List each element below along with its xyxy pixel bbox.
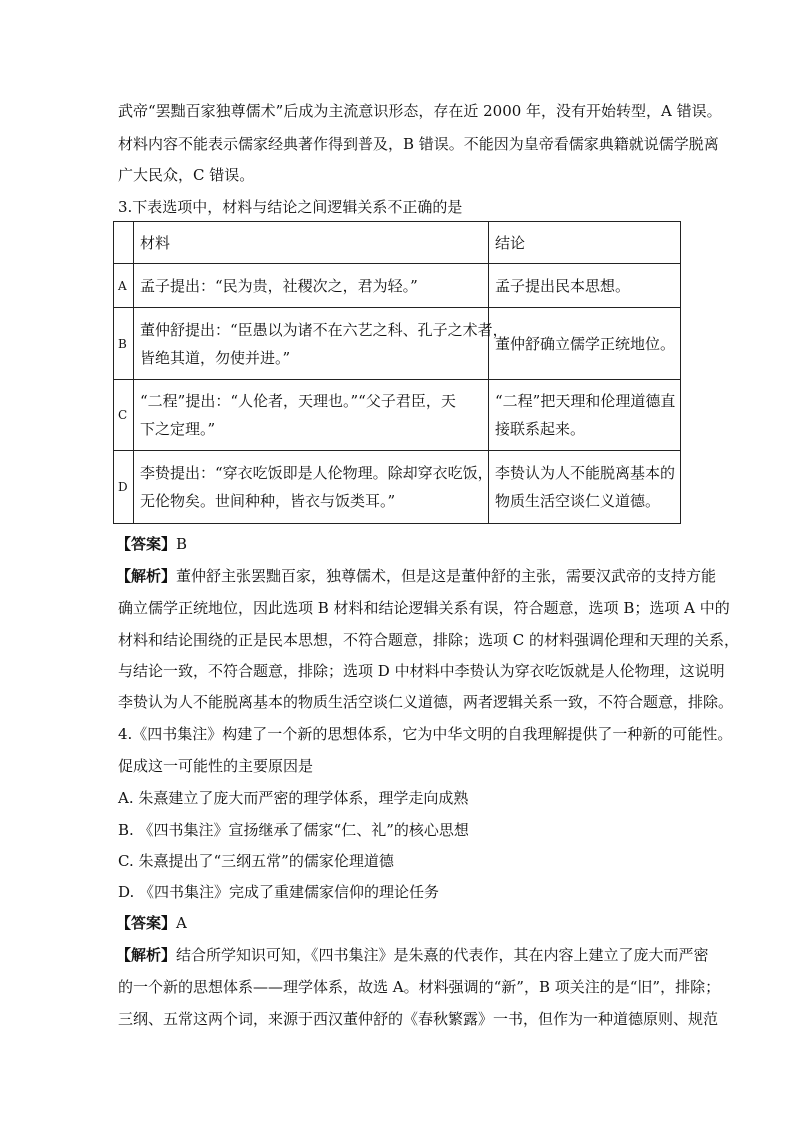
row-material-line: 孟子提出：“民为贵，社稷次之，君为轻。” [140,276,418,295]
row-material-line: 李贽提出：“穿衣吃饭即是人伦物理。除却穿衣吃饭， [140,464,493,482]
answer-label: 【答案】 [116,535,177,553]
q4-stem-line-1: 4.《四书集注》构建了一个新的思想体系，它为中华文明的自我理解提供了一种新的可能性。 [118,725,733,743]
row-conclusion [489,380,681,451]
q4-analysis-line-2: 的一个新的思想体系——理学体系，故选 A。材料强调的“新”，B 项关注的是“旧”，排除； [118,978,721,996]
row-material-line: “二程”提出：“人伦者，天理也。”“父子君臣，天 [140,392,456,410]
analysis-label: 【解析】 [116,567,177,585]
table-row [114,451,681,524]
q4-stem-line-2: 促成这一可能性的主要原因是 [118,757,314,775]
row-conclusion [489,308,681,380]
row-conclusion [489,451,681,524]
row-conclusion [489,264,681,308]
answer-value: A [176,914,187,932]
q3-stem: 3.下表选项中，材料与结论之间逻辑关系不正确的是 [118,198,463,216]
q3-table [113,221,681,524]
table-row [114,380,681,451]
table-row [114,308,681,380]
q3-analysis-line-5: 李贽认为人不能脱离基本的物质生活空谈仁义道德，两者逻辑关系一致，不符合题意，排除。 [118,693,734,711]
row-material-line: 皆绝其道，勿使并进。” [140,348,291,367]
row-material [134,264,489,308]
intro-line-1: 武帝“罢黜百家独尊儒术”后成为主流意识形态，存在近 2000 年，没有开始转型，A 错误。 [118,102,722,120]
table-header-material: 材料 [134,222,489,264]
q3-analysis-line-4: 与结论一致，不符合题意，排除；选项 D 中材料中李贽认为穿衣吃饭就是人伦物理，这说明 [118,662,725,680]
q4-option-d: D. 《四书集注》完成了重建儒家信仰的理论任务 [118,883,440,901]
row-label: D [114,451,134,524]
table-header-conclusion: 结论 [489,222,681,264]
answer-value: B [176,535,188,553]
row-material-line: 无伦物矣。世间种种，皆衣与饭类耳。” [140,492,396,510]
q4-analysis-line-3: 三纲、五常这两个词，来源于西汉董仲舒的《春秋繁露》一书，但作为一种道德原则、规范 [118,1010,719,1028]
q3-analysis-line-3: 材料和结论围绕的正是民本思想，不符合题意，排除；选项 C 的材料强调伦理和天理的关系， [118,631,740,649]
row-conclusion-line: “二程”把天理和伦理道德直 [495,392,676,410]
row-material [134,308,508,380]
q3-analysis-line-1 [116,566,716,586]
q4-option-c: C. 朱熹提出了“三纲五常”的儒家伦理道德 [118,852,394,870]
q4-analysis-line-1 [116,945,709,965]
intro-line-3: 广大民众，C 错误。 [118,166,255,184]
intro-line-2: 材料内容不能表示儒家经典著作得到普及，B 错误。不能因为皇帝看儒家典籍就说儒学脱离 [118,135,719,153]
analysis-text: 董仲舒主张罢黜百家，独尊儒术，但是这是董仲舒的主张，需要汉武帝的支持方能 [176,567,717,585]
row-conclusion-line: 李贽认为人不能脱离基本的 [495,464,676,482]
row-conclusion-line: 董仲舒确立儒学正统地位。 [495,334,676,353]
q3-answer [116,534,187,554]
row-material-line: 下之定理。” [140,420,216,438]
row-label: B [114,308,134,380]
analysis-text: 结合所学知识可知，《四书集注》是朱熹的代表作，其在内容上建立了庞大而严密 [176,946,709,964]
row-conclusion-line: 接联系起来。 [495,420,586,438]
row-label: A [114,264,134,308]
table-header-label-cell [114,222,134,264]
q4-option-b: B. 《四书集注》宣扬继承了儒家“仁、礼”的核心思想 [118,821,469,839]
answer-label: 【答案】 [116,914,177,932]
q3-analysis-line-2: 确立儒学正统地位，因此选项 B 材料和结论逻辑关系有误，符合题意，选项 B；选项 A 中的 [118,599,730,617]
q4-option-a: A. 朱熹建立了庞大而严密的理学体系，理学走向成熟 [118,789,469,807]
row-conclusion-line: 物质生活空谈仁义道德。 [495,492,661,510]
q4-answer [116,913,187,933]
row-material [134,451,493,524]
row-label: C [114,380,134,451]
table-row [114,264,681,308]
row-material-line: 董仲舒提出：“臣愚以为诸不在六艺之科、孔子之术者， [140,320,508,339]
table-header-row [114,222,681,264]
analysis-label: 【解析】 [116,946,177,964]
row-material [134,380,489,451]
row-conclusion-line: 孟子提出民本思想。 [495,276,631,295]
